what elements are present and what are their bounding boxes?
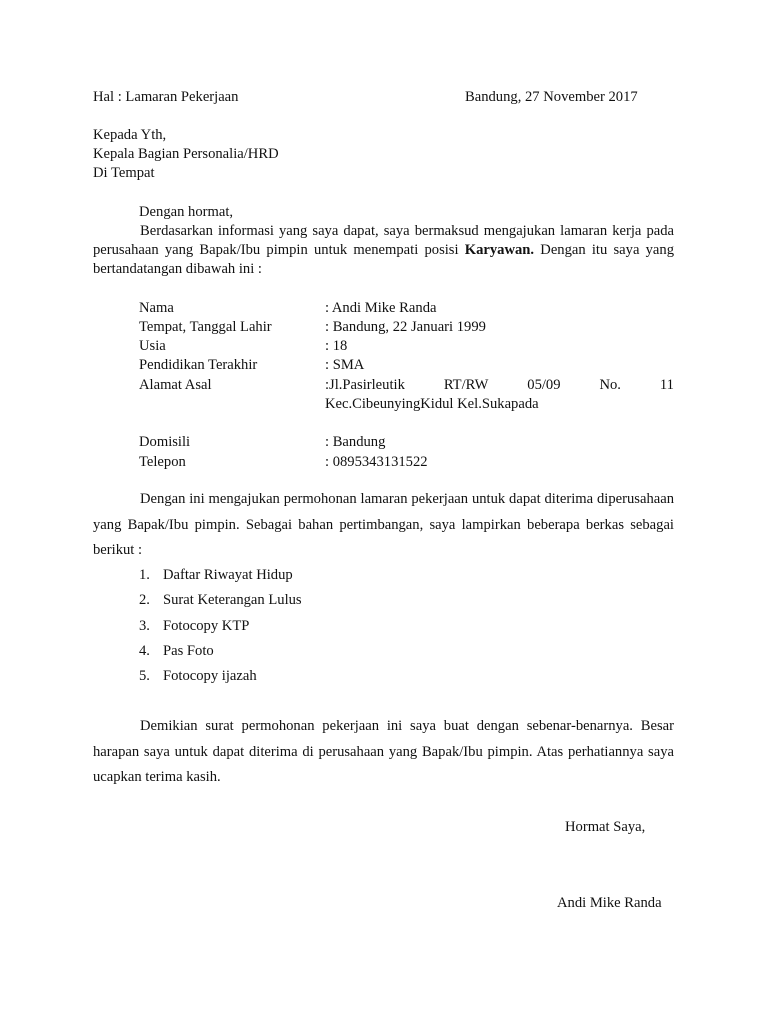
signature-name: Andi Mike Randa bbox=[557, 895, 662, 911]
opening-text-after: Dengan itu saya yang bertandatangan dibawah ini : bbox=[93, 242, 675, 277]
address-rtrw-value: 05/09 bbox=[527, 377, 561, 393]
subject-line: Hal : Lamaran Pekerjaan bbox=[93, 89, 239, 105]
name-label: Nama bbox=[139, 300, 174, 316]
birth-label: Tempat, Tanggal Lahir bbox=[139, 319, 272, 335]
regards: Hormat Saya, bbox=[565, 819, 646, 835]
address-value-line1 bbox=[325, 376, 674, 395]
address-rtrw-label: RT/RW bbox=[443, 377, 489, 393]
opening-text-before: Berdasarkan informasi yang saya dapat, saya bermaksud mengajukan lamaran kerja pada perusahaan yang Bapak/Ibu pimpin untuk menempati posisi bbox=[93, 223, 674, 258]
address-label: Alamat Asal bbox=[139, 377, 212, 393]
phone-label: Telepon bbox=[139, 454, 186, 470]
address-no-label: No. bbox=[599, 377, 621, 393]
position-name: Karyawan. bbox=[464, 242, 535, 258]
list-item-number: 5. bbox=[139, 668, 150, 684]
list-item: Surat Keterangan Lulus bbox=[163, 592, 302, 608]
list-item-number: 3. bbox=[139, 618, 150, 634]
domicile-value: : Bandung bbox=[325, 434, 386, 450]
age-value: : 18 bbox=[325, 338, 348, 354]
closing-paragraph bbox=[93, 714, 674, 791]
list-item: Fotocopy KTP bbox=[163, 618, 250, 634]
list-item: Pas Foto bbox=[163, 643, 214, 659]
phone-value: : 0895343131522 bbox=[325, 454, 428, 470]
list-item-number: 1. bbox=[139, 567, 150, 583]
address-street: :Jl.Pasirleutik bbox=[325, 377, 405, 393]
opening-paragraph bbox=[93, 222, 674, 279]
name-value: : Andi Mike Randa bbox=[325, 300, 437, 316]
address-value-line2: Kec.CibeunyingKidul Kel.Sukapada bbox=[325, 396, 539, 412]
education-value: : SMA bbox=[325, 357, 365, 373]
salutation: Dengan hormat, bbox=[139, 204, 234, 220]
closing-text: Demikian surat permohonan pekerjaan ini saya buat dengan sebenar-benarnya. Besar harapan saya untuk dapat diterima di perusahaan yang Bapak/Ibu pimpin. Atas perhatiannya saya ucapkan terima kasih. bbox=[93, 718, 674, 785]
list-item-number: 4. bbox=[139, 643, 150, 659]
recipient-greeting: Kepada Yth, bbox=[93, 127, 167, 143]
request-text: Dengan ini mengajukan permohonan lamaran pekerjaan untuk dapat diterima diperusahaan yang Bapak/Ibu pimpin. Sebagai bahan pertimbangan, saya lampirkan beberapa berkas sebagai berikut : bbox=[93, 491, 674, 558]
request-paragraph bbox=[93, 487, 674, 564]
list-item-number: 2. bbox=[139, 592, 150, 608]
list-item: Fotocopy ijazah bbox=[163, 668, 257, 684]
birth-value: : Bandung, 22 Januari 1999 bbox=[325, 319, 486, 335]
recipient-place: Di Tempat bbox=[93, 165, 155, 181]
place-date: Bandung, 27 November 2017 bbox=[465, 89, 638, 105]
age-label: Usia bbox=[139, 338, 166, 354]
list-item: Daftar Riwayat Hidup bbox=[163, 567, 293, 583]
domicile-label: Domisili bbox=[139, 434, 191, 450]
address-no-value: 11 bbox=[659, 377, 674, 393]
recipient-title: Kepala Bagian Personalia/HRD bbox=[93, 146, 279, 162]
education-label: Pendidikan Terakhir bbox=[139, 357, 258, 373]
